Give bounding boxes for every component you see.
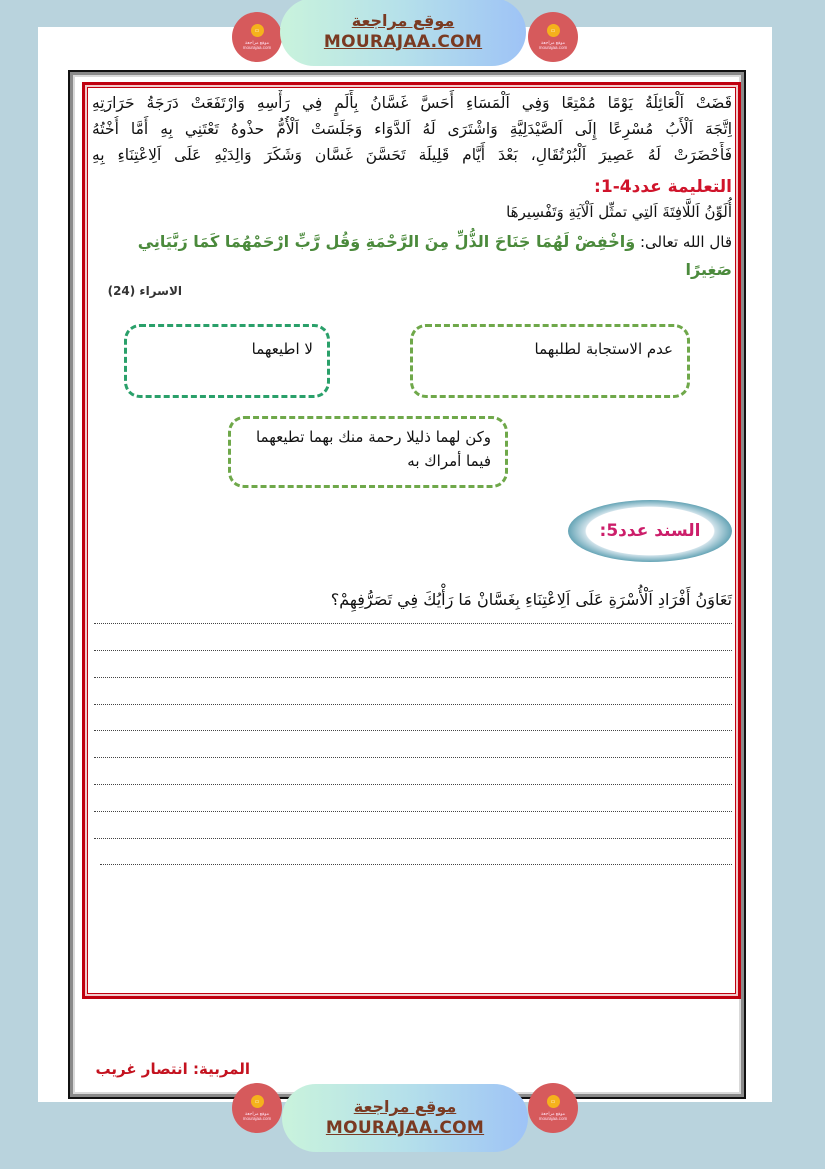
sanad-badge <box>568 500 732 562</box>
answer-line-10[interactable] <box>100 864 732 865</box>
verse-reference: الاسراء (24) <box>107 284 182 298</box>
teacher-name: المربية: انتصار غريب <box>95 1060 250 1078</box>
brand-logo-right[interactable] <box>528 12 578 62</box>
option-box-2[interactable] <box>124 324 330 398</box>
brand-logo-caption: موقع مراجعة mourajaa.com <box>538 1111 568 1121</box>
brand-name-arabic: موقع مراجعة <box>351 11 455 30</box>
book-icon: ▭ <box>251 1095 264 1108</box>
brand-logo-caption: موقع مراجعة mourajaa.com <box>242 40 272 50</box>
quran-verse <box>92 228 732 284</box>
brand-name-arabic: موقع مراجعة <box>353 1097 457 1116</box>
answer-line-3[interactable] <box>94 677 732 678</box>
story-paragraph <box>92 90 732 168</box>
brand-name-latin: MOURAJAA.COM <box>325 1118 485 1138</box>
option-box-3[interactable] <box>228 416 508 488</box>
verse-intro: قال الله تعالى: <box>639 233 732 251</box>
book-icon: ▭ <box>547 24 560 37</box>
answer-line-1[interactable] <box>94 623 732 624</box>
answer-line-6[interactable] <box>94 757 732 758</box>
book-icon: ▭ <box>547 1095 560 1108</box>
story-line: قَضَتْ اَلْعَائِلَةُ يَوْمًا مُمْتِعًا وَفِي اَلْمَسَاءِ أَحَسَّ غَسَّانُ بِأَلَمٍ فِي رَأْسِهِ وَارْتَفَعَتْ دَرَجَةُ حَرَارَتِهِ <box>92 94 732 112</box>
brand-name-latin: MOURAJAA.COM <box>323 32 483 52</box>
story-line: اِتَّجَهَ اَلْأَبُ مُسْرِعًا إِلَى اَلصَّيْدَلِيَّةِ وَاشْتَرَى لَهُ اَلدَّوَاء وَجَلَسَتْ اَلْأُمُّ حذْوهُ تَعْتَنِي بِهِ أَمَّا أُخْتُهُ <box>92 120 732 138</box>
answer-line-5[interactable] <box>94 730 732 731</box>
brand-logo-caption: موقع مراجعة mourajaa.com <box>242 1111 272 1121</box>
book-icon: ▭ <box>251 24 264 37</box>
verse-text: وَاخْفِضْ لَهُمَا جَنَاحَ الذُّلِّ مِنَ الرَّحْمَةِ وَقُل رَّبِّ ارْحَمْهُمَا كَمَا رَبَّيَانِي صَغِيرًا <box>137 232 732 279</box>
brand-logo-right-footer[interactable] <box>528 1083 578 1133</box>
option-text: وكن لهما ذليلا رحمة منك بهما تطيعهما فيما أمراك به <box>255 428 491 470</box>
answer-line-9[interactable] <box>94 838 732 839</box>
story-line: فَأَحْضَرَتْ لَهُ عَصِيرَ اَلْبُرْتُقَالِ، بَعْدَ أَيَّام قَلِيلَة تَحَسَّنَ غَسَّان وَشَكَرَ وَالِدَيْهِ عَلَى اَلِاعْتِنَاءِ بِهِ <box>92 146 732 164</box>
answer-line-4[interactable] <box>94 704 732 705</box>
brand-logo-left[interactable] <box>232 12 282 62</box>
brand-logo-left-footer[interactable] <box>232 1083 282 1133</box>
option-box-1[interactable] <box>410 324 690 398</box>
answer-line-7[interactable] <box>94 784 732 785</box>
brand-header-pill[interactable] <box>280 0 526 66</box>
answer-line-2[interactable] <box>94 650 732 651</box>
option-text: لا اطيعهما <box>251 340 313 358</box>
answer-line-8[interactable] <box>94 811 732 812</box>
sanad-label: السند عدد5: <box>591 512 709 550</box>
instruction-title: التعليمة عدد4-1: <box>594 177 732 197</box>
instruction-text: أُلَوِّنُ اَللَّافِتَةَ اَلتِي تمثِّل اَلْآيَةِ وَتَفْسِيرهَا <box>506 203 732 221</box>
question-text: تَعَاوَنُ أَفْرَادِ اَلْأُسْرَةِ عَلَى اَلِاعْتِنَاءِ بِغَسَّانْ مَا رَأْيُكَ فِي تَصَرُّفِهِمْ؟ <box>330 590 732 609</box>
option-text: عدم الاستجابة لطلبهما <box>534 340 673 358</box>
brand-footer-pill[interactable] <box>282 1084 528 1152</box>
brand-logo-caption: موقع مراجعة mourajaa.com <box>538 40 568 50</box>
